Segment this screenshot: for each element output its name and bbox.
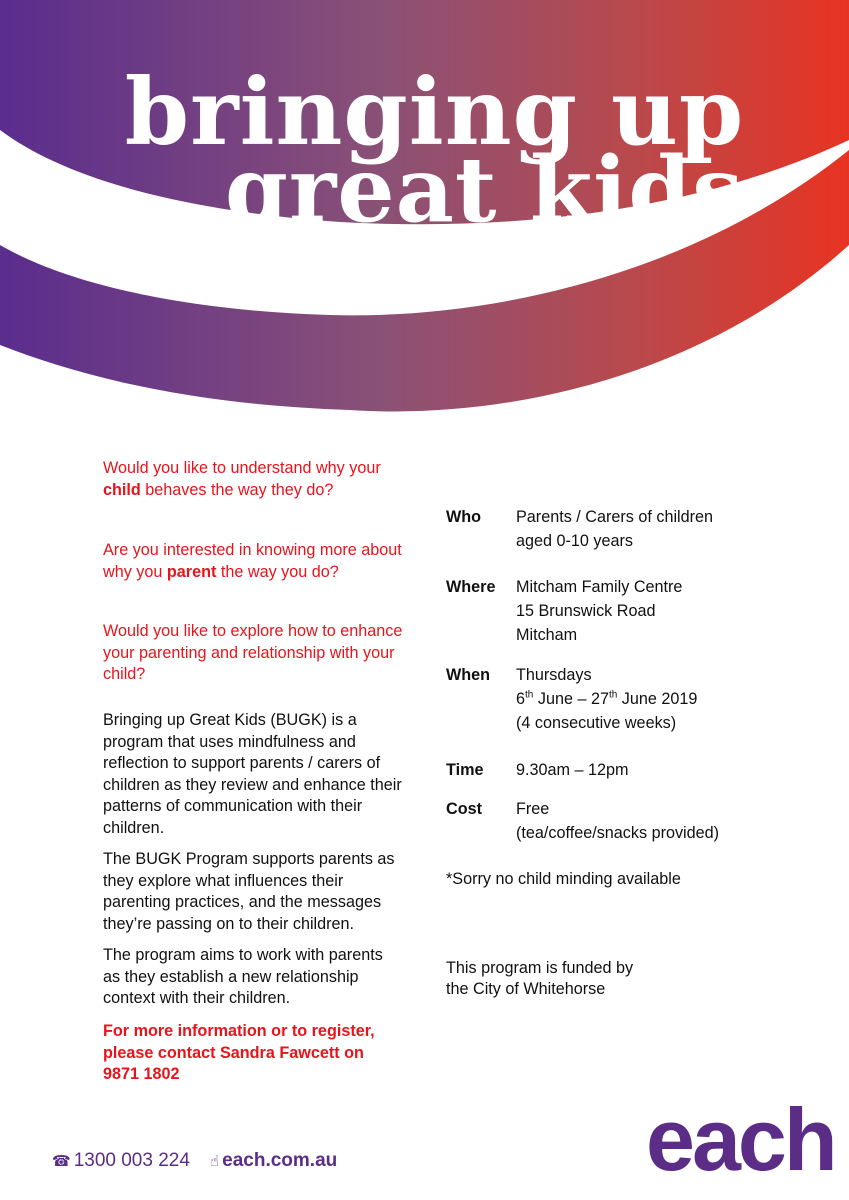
title-line-2: great kids — [225, 137, 744, 243]
cost-line-2: (tea/coffee/snacks provided) — [516, 824, 720, 842]
description-paragraph-1: Bringing up Great Kids (BUGK) is a program that uses mindfulness and reflection to support parents / carers of children as they review and enhance their patterns of communication with their children. — [103, 711, 402, 837]
cost-line-1: Free — [516, 800, 550, 818]
cost-label: Cost — [446, 800, 482, 818]
when-line-1: Thursdays — [516, 666, 592, 684]
where-line-3: Mitcham — [516, 626, 578, 644]
pointer-icon: ☝ — [210, 1153, 220, 1170]
each-logo: each — [646, 1090, 835, 1189]
who-line-2: aged 0-10 years — [516, 532, 633, 550]
description-paragraph-3: The program aims to work with parents as they establish a new relationship context with their children. — [103, 946, 383, 1007]
title-line-1: bringing up — [124, 58, 745, 166]
question-1: Would you like to understand why your child behaves the way they do? — [103, 459, 381, 499]
when-label: When — [446, 666, 491, 684]
contact-call-to-action: For more information or to register, please contact Sandra Fawcett on 9871 1802 — [103, 1022, 375, 1083]
funding-line-1: This program is funded by — [446, 959, 634, 977]
where-line-2: 15 Brunswick Road — [516, 602, 656, 620]
who-label: Who — [446, 508, 482, 526]
when-dates: 6th June – 27th June 2019 — [516, 689, 698, 708]
footer-website[interactable] — [210, 1150, 337, 1172]
child-minding-note: *Sorry no child minding available — [446, 870, 681, 888]
phone-number: 1300 003 224 — [73, 1150, 190, 1171]
where-label: Where — [446, 578, 496, 596]
question-3: Would you like to explore how to enhance your parenting and relationship with your child? — [103, 622, 403, 683]
time-value: 9.30am – 12pm — [516, 761, 629, 779]
phone-icon: ☎ — [52, 1153, 71, 1170]
funding-line-2: the City of Whitehorse — [446, 980, 606, 998]
time-label: Time — [446, 761, 484, 779]
description-paragraph-2: The BUGK Program supports parents as they explore what influences their parenting practices, and the messages they’re passing on to their children. — [103, 850, 395, 933]
when-line-3: (4 consecutive weeks) — [516, 714, 677, 732]
where-line-1: Mitcham Family Centre — [516, 578, 683, 596]
question-2: Are you interested in knowing more about why you parent the way you do? — [103, 541, 402, 581]
who-line-1: Parents / Carers of children — [516, 508, 714, 526]
website-url: each.com.au — [222, 1150, 338, 1171]
footer-phone[interactable] — [52, 1150, 190, 1172]
